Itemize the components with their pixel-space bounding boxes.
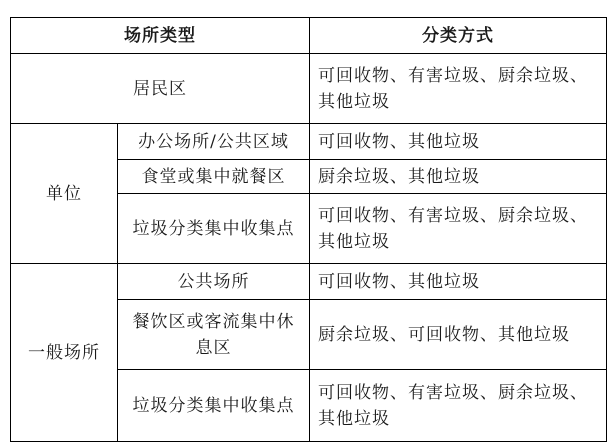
method-cell: 厨余垃圾、可回收物、其他垃圾 — [310, 300, 607, 370]
venue-sub-label: 办公场所/公共区域 — [118, 124, 310, 160]
venue-residential: 居民区 — [11, 54, 310, 124]
table-row — [11, 124, 607, 160]
method-cell: 可回收物、有害垃圾、厨余垃圾、其他垃圾 — [310, 54, 607, 124]
header-method: 分类方式 — [310, 18, 607, 54]
header-row — [11, 18, 607, 54]
method-cell: 可回收物、有害垃圾、厨余垃圾、其他垃圾 — [310, 194, 607, 264]
venue-group-unit: 单位 — [11, 124, 118, 264]
classification-table — [10, 17, 607, 442]
method-cell: 可回收物、其他垃圾 — [310, 264, 607, 300]
method-cell: 可回收物、有害垃圾、厨余垃圾、其他垃圾 — [310, 370, 607, 442]
venue-group-public: 一般场所 — [11, 264, 118, 442]
venue-sub-label: 垃圾分类集中收集点 — [118, 194, 310, 264]
method-cell: 厨余垃圾、其他垃圾 — [310, 160, 607, 194]
header-venue-type: 场所类型 — [11, 18, 310, 54]
venue-sub-label: 垃圾分类集中收集点 — [118, 370, 310, 442]
venue-sub-label: 餐饮区或客流集中休息区 — [118, 300, 310, 370]
table-row — [11, 54, 607, 124]
venue-sub-label: 食堂或集中就餐区 — [118, 160, 310, 194]
method-cell: 可回收物、其他垃圾 — [310, 124, 607, 160]
venue-sub-label: 公共场所 — [118, 264, 310, 300]
table-row — [11, 264, 607, 300]
